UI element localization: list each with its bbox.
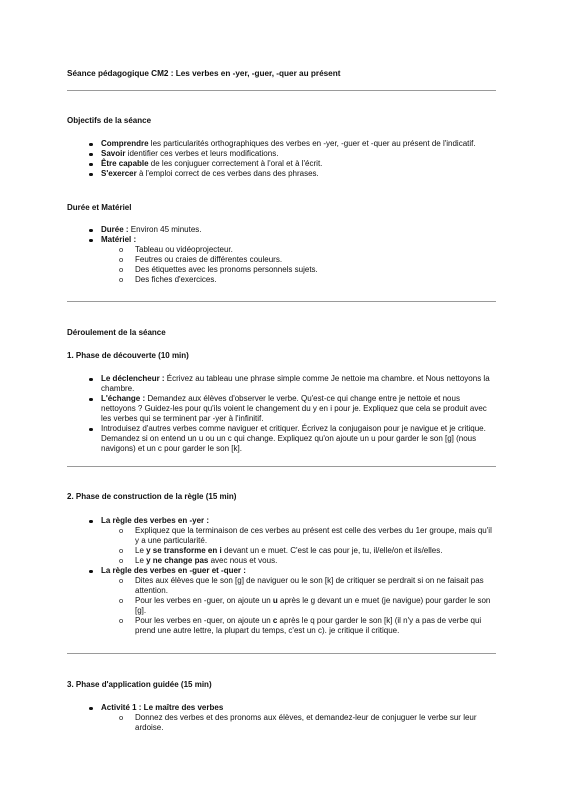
- sublist-item: o Le y ne change pas avec nous et vous.: [101, 556, 496, 566]
- list-item: Introduisez d'autres verbes comme naviguer et critiquer. Écrivez la conjugaison pour je navigue et je critique. Demandez si on entend un u ou un c qui change. Expliquez qu'on ajoute un u pour garder le son [g] (nous navigons) et un c pour garder le son [k].: [0, 424, 496, 454]
- phase2-heading: 2. Phase de construction de la règle (15 min): [67, 492, 237, 501]
- rule2-sublist: [101, 576, 496, 636]
- materiel-sublist: [101, 245, 496, 285]
- duree-list: [0, 225, 496, 285]
- divider: [67, 466, 496, 467]
- page-title: Séance pédagogique CM2 : Les verbes en -yer, -guer, -quer au présent: [67, 69, 341, 78]
- sublist-item: o Pour les verbes en -guer, on ajoute un u après le g devant un e muet (je navigue) pour garder le son [g].: [101, 596, 496, 616]
- list-item: L'échange : Demandez aux élèves d'observer le verbe. Qu'est-ce qui change entre je nettoie et nous nettoyons ? Guidez-les pour qu'ils voient le changement du y en i pour je. Expliquez que cela se produit avec les verbes qui se terminent par -yer à l'infinitif.: [0, 394, 496, 424]
- list-item: Être capable de les conjuguer correctement à l'oral et à l'écrit.: [0, 159, 496, 169]
- divider: [67, 90, 496, 91]
- list-item: La règle des verbes en -yer : o Expliquez que la terminaison de ces verbes au présent est celle des verbes du 1er groupe, mais qu'il y a une particularité. o Le y se transforme en i devant un e muet. C'est le cas pour je, tu, il/elle/on et ils/elles. o Le y ne change pas avec nous et vous.: [0, 516, 496, 566]
- sublist-item: o Des étiquettes avec les pronoms personnels sujets.: [101, 265, 496, 275]
- divider: [67, 653, 496, 654]
- list-item: Activité 1 : Le maître des verbes o Donnez des verbes et des pronoms aux élèves, et demandez-leur de conjuguer le verbe sur leur ardoise.: [0, 703, 496, 733]
- rule1-sublist: [101, 526, 496, 566]
- list-item: La règle des verbes en -guer et -quer : o Dites aux élèves que le son [g] de naviguer ou le son [k] de critiquer se perdrait si on ne faisait pas attention. o Pour les verbes en -guer, on ajoute un u après le g devant un e muet (je navigue) pour garder le son [g]. o Pour les verbes en -quer, on ajoute un c après le q pour garder le son [k] (il n'y a pas de verbe qui prend une autre lettre, la plupart du temps, c'est un c). je critique il critique.: [0, 566, 496, 636]
- phase2-list: [0, 516, 496, 636]
- phase1-heading: 1. Phase de découverte (10 min): [67, 351, 189, 360]
- sublist-item: o Le y se transforme en i devant un e muet. C'est le cas pour je, tu, il/elle/on et ils/elles.: [101, 546, 496, 556]
- sublist-item: o Des fiches d'exercices.: [101, 275, 496, 285]
- objectifs-heading: Objectifs de la séance: [67, 116, 152, 125]
- list-item: Matériel : o Tableau ou vidéoprojecteur. o Feutres ou craies de différentes couleurs. o Des étiquettes avec les pronoms personnels sujets. o Des fiches d'exercices.: [0, 235, 496, 285]
- divider: [67, 301, 496, 302]
- objectifs-list: [0, 139, 496, 179]
- list-item: Savoir identifier ces verbes et leurs modifications.: [0, 149, 496, 159]
- list-item: Durée : Environ 45 minutes.: [0, 225, 496, 235]
- sublist-item: o Pour les verbes en -quer, on ajoute un c après le q pour garder le son [k] (il n'y a pas de verbe qui prend une autre lettre, la plupart du temps, c'est un c). je critique il critique.: [101, 616, 496, 636]
- list-item: S'exercer à l'emploi correct de ces verbes dans des phrases.: [0, 169, 496, 179]
- phase3-list: [0, 703, 496, 733]
- activity-sublist: [101, 713, 496, 733]
- deroulement-heading: Déroulement de la séance: [67, 328, 166, 337]
- sublist-item: o Tableau ou vidéoprojecteur.: [101, 245, 496, 255]
- sublist-item: o Dites aux élèves que le son [g] de naviguer ou le son [k] de critiquer se perdrait si on ne faisait pas attention.: [101, 576, 496, 596]
- sublist-item: o Feutres ou craies de différentes couleurs.: [101, 255, 496, 265]
- duree-heading: Durée et Matériel: [67, 203, 132, 212]
- list-item: Comprendre les particularités orthographiques des verbes en -yer, -guer et -quer au présent de l'indicatif.: [0, 139, 496, 149]
- sublist-item: o Expliquez que la terminaison de ces verbes au présent est celle des verbes du 1er groupe, mais qu'il y a une particularité.: [101, 526, 496, 546]
- phase3-heading: 3. Phase d'application guidée (15 min): [67, 680, 212, 689]
- list-item: Le déclencheur : Écrivez au tableau une phrase simple comme Je nettoie ma chambre. et Nous nettoyons la chambre.: [0, 374, 496, 394]
- sublist-item: o Donnez des verbes et des pronoms aux élèves, et demandez-leur de conjuguer le verbe sur leur ardoise.: [101, 713, 496, 733]
- phase1-list: [0, 374, 496, 454]
